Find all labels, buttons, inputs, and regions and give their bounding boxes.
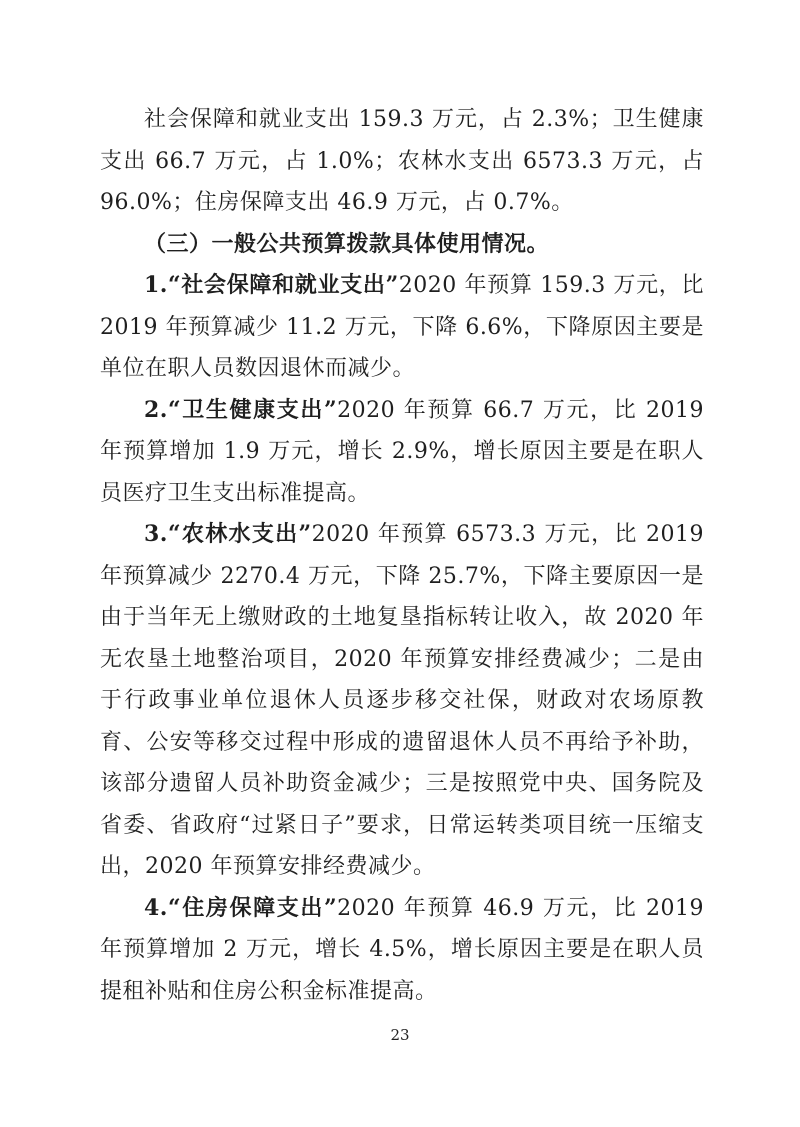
page-number: 23: [390, 1026, 410, 1044]
budget-item-2-body: 2020 年预算 66.7 万元，比 2019 年预算增加 1.9 万元，增长 2.9%，增长原因主要是在职人员医疗卫生支出标准提高。: [100, 397, 705, 506]
section-heading-text: （三）一般公共预算拨款具体使用情况。: [144, 230, 550, 257]
budget-item-3: [100, 514, 704, 888]
budget-item-2-lead: 2.“卫生健康支出”: [144, 396, 338, 423]
budget-item-1: [100, 265, 704, 390]
budget-item-2: [100, 390, 704, 515]
budget-item-4: [100, 888, 704, 1013]
intro-paragraph: [100, 99, 704, 224]
budget-item-3-body: 2020 年预算 6573.3 万元，比 2019 年预算减少 2270.4 万元，下降 25.7%，下降主要原因一是由于当年无上缴财政的土地复垦指标转让收入，故 2020 年无农垦土地整治项目，2020 年预算安排经费减少；二是由于行政事业单位退休人员逐步移交社保，财政对农场原教育、公安等移交过程中形成的遗留退休人员不再给予补助，该部分遗留人员补助资金减少；三是按照党中央、国务院及省委、省政府“过紧日子”要求，日常运转类项目统一压缩支出，2020 年预算安排经费减少。: [100, 522, 704, 879]
budget-item-4-body: 2020 年预算 46.9 万元，比 2019 年预算增加 2 万元，增长 4.5%，增长原因主要是在职人员提租补贴和住房公积金标准提高。: [100, 895, 705, 1004]
budget-item-1-body: 2020 年预算 159.3 万元，比 2019 年预算减少 11.2 万元，下降 6.6%，下降原因主要是单位在职人员数因退休而减少。: [100, 273, 704, 381]
section-heading: [100, 224, 704, 266]
budget-item-3-lead: 3.“农林水支出”: [144, 521, 312, 547]
budget-item-4-lead: 4.“住房保障支出”: [144, 894, 338, 921]
document-body-text: [100, 99, 704, 1012]
intro-text: 社会保障和就业支出 159.3 万元，占 2.3%；卫生健康支出 66.7 万元，占 1.0%；农林水支出 6573.3 万元，占 96.0%；住房保障支出 46.9 万元，占 0.7%。: [100, 107, 704, 215]
budget-item-1-lead: 1.“社会保障和就业支出”: [144, 272, 399, 298]
